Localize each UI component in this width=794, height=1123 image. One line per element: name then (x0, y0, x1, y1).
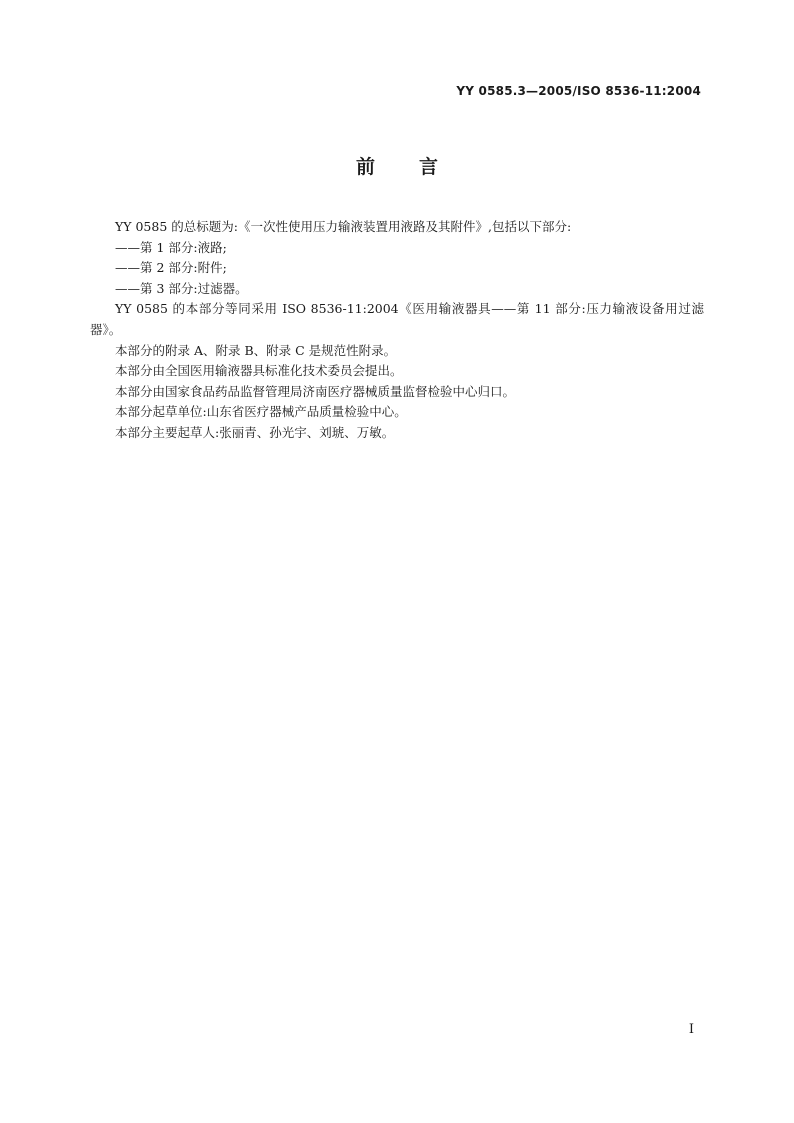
paragraph: YY 0585 的本部分等同采用 ISO 8536-11:2004《医用输液器具——第 11 部分:压力输液设备用过滤器》。 (90, 301, 704, 337)
page-title: 前言 (355, 156, 482, 178)
paragraph: 本部分由国家食品药品监督管理局济南医疗器械质量监督检验中心归口。 (115, 383, 516, 399)
paragraph: 本部分由全国医用输液器具标准化技术委员会提出。 (115, 363, 403, 379)
paragraph: 本部分主要起草人:张丽青、孙光宇、刘琥、万敏。 (115, 424, 395, 440)
paragraph: 本部分起草单位:山东省医疗器械产品质量检验中心。 (115, 404, 407, 420)
paragraph: ——第 3 部分:过滤器。 (115, 280, 248, 296)
paragraph: YY 0585 的总标题为:《一次性使用压力输液装置用液路及其附件》,包括以下部分: (115, 219, 572, 234)
page-number: I (688, 1022, 694, 1037)
paragraph: ——第 1 部分:液路; (115, 239, 227, 255)
paragraph: 本部分的附录 A、附录 B、附录 C 是规范性附录。 (115, 342, 397, 358)
standard-code: YY 0585.3—2005/ISO 8536-11:2004 (456, 84, 701, 98)
paragraph: ——第 2 部分:附件; (115, 260, 227, 276)
foreword-body (90, 217, 704, 444)
